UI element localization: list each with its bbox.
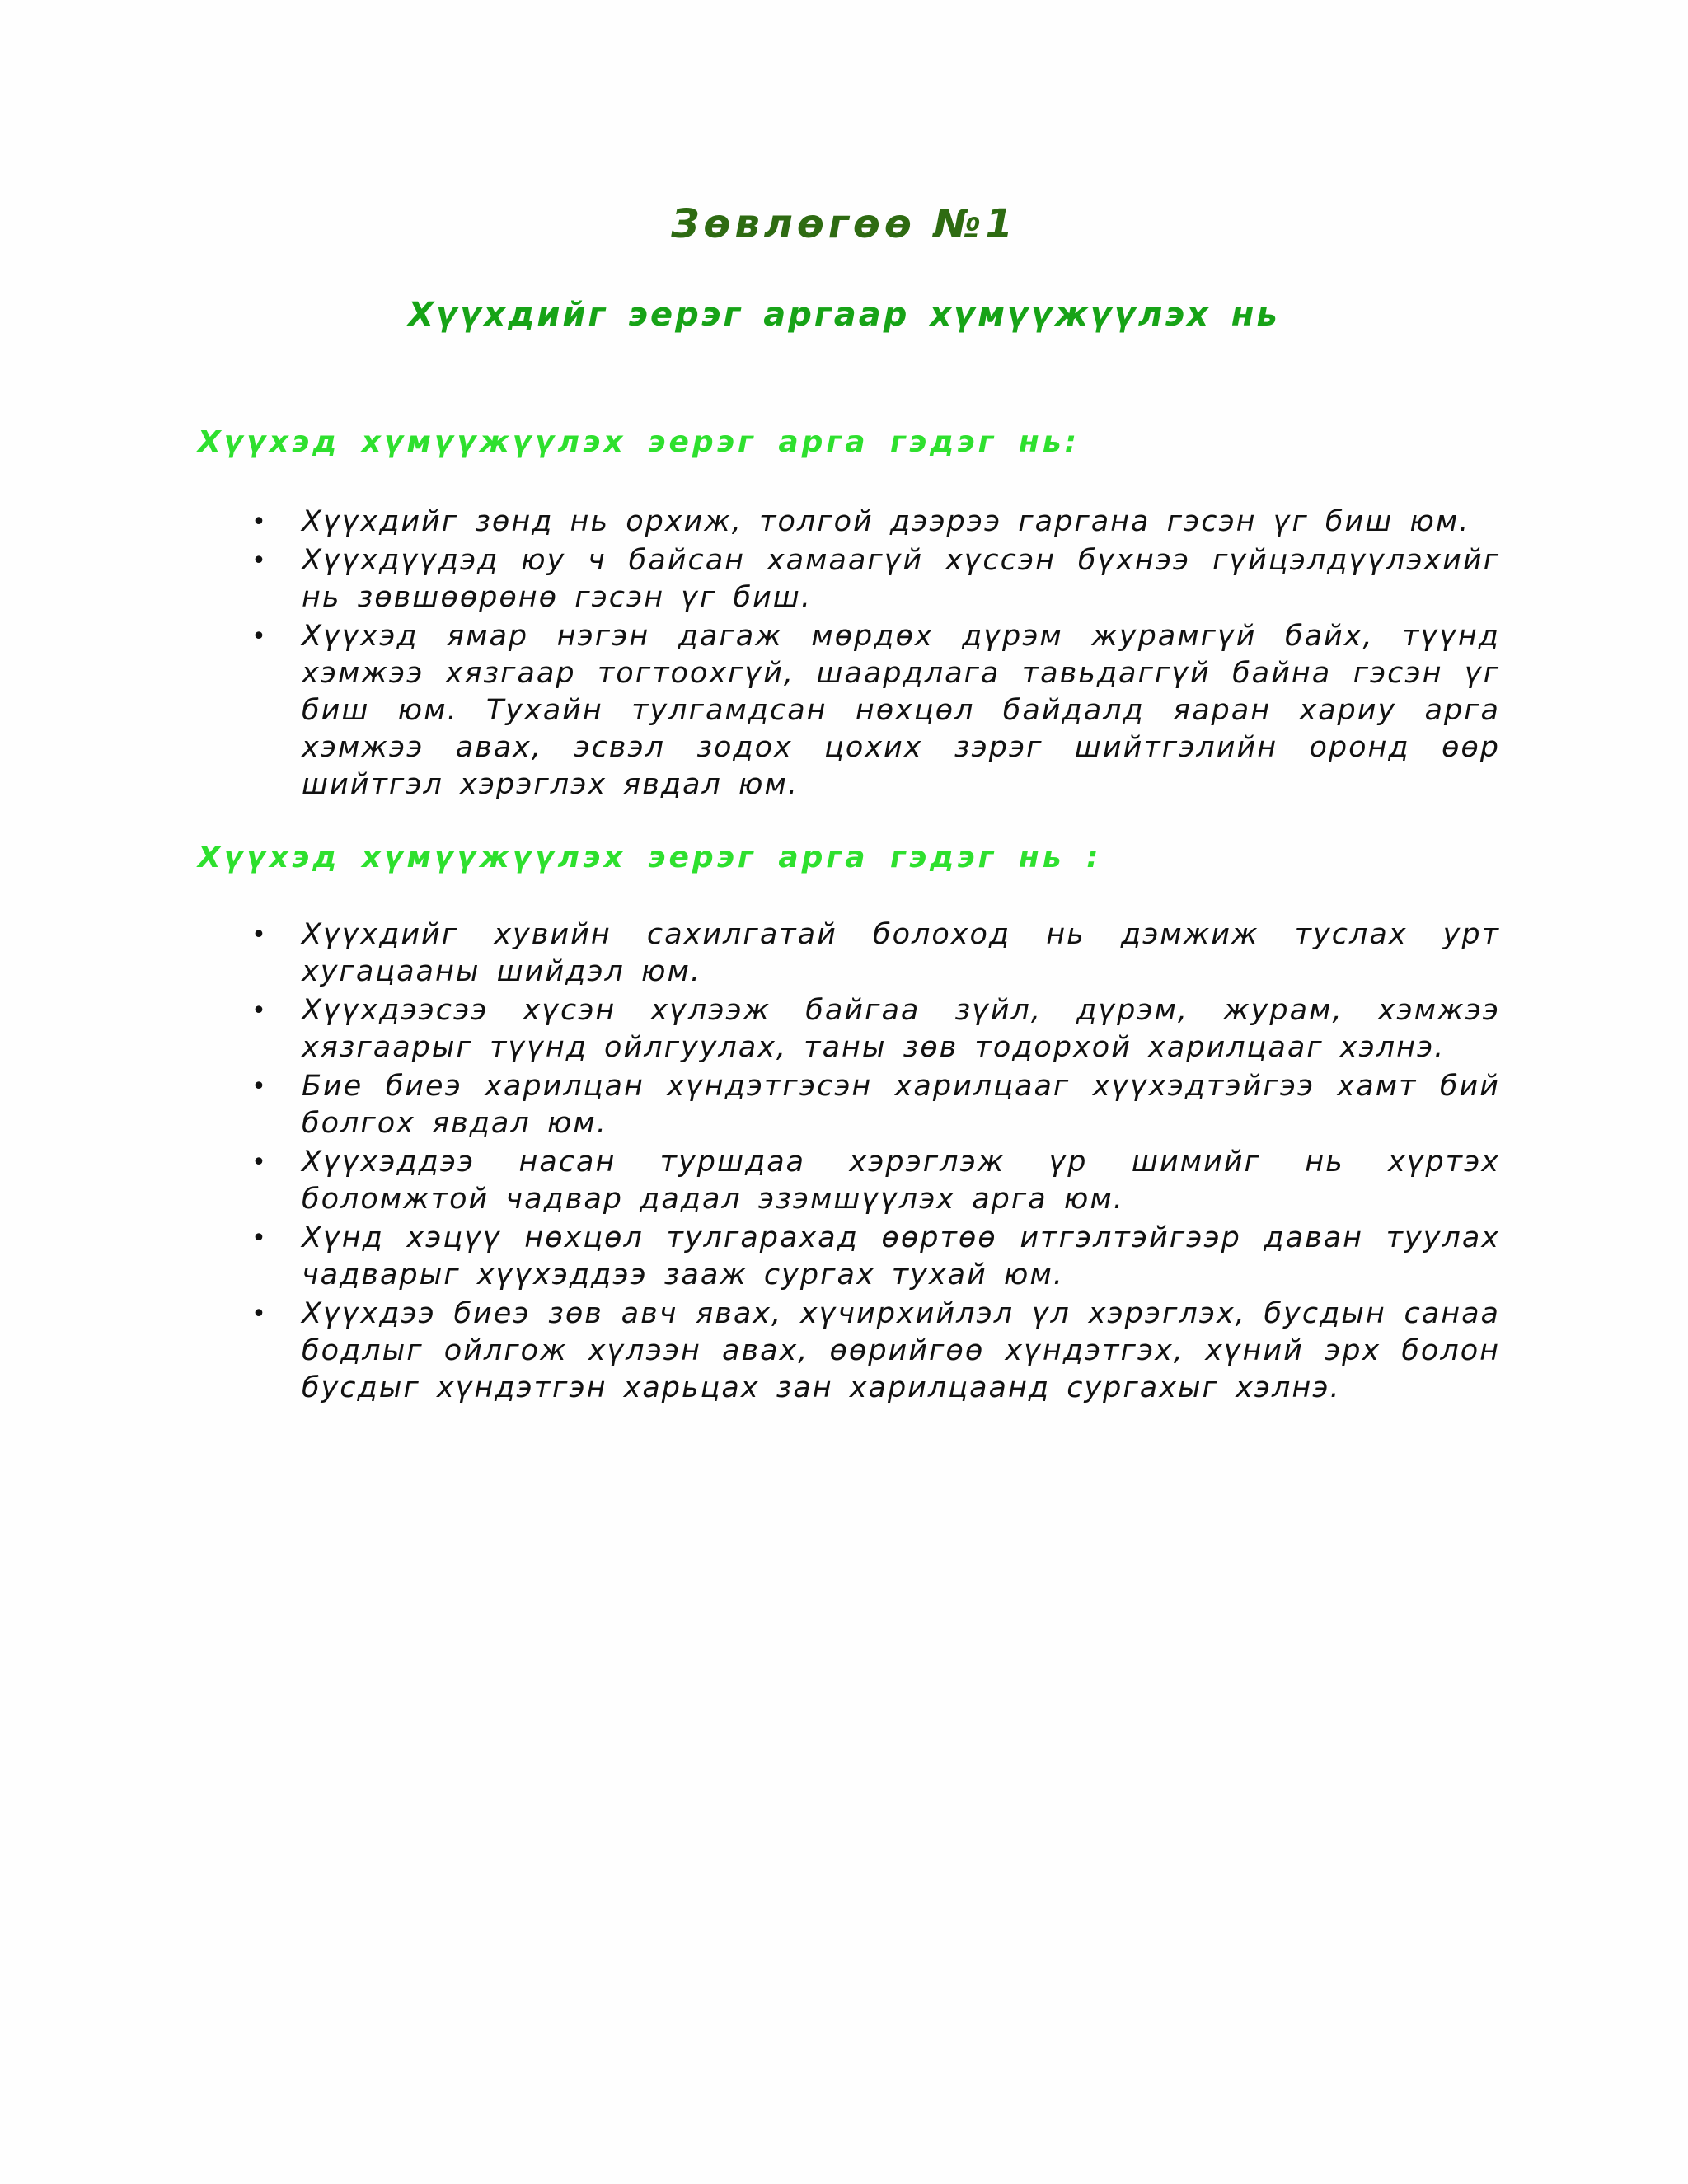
list-item [247,542,1500,616]
list-item-text: Хүүхдүүдэд юу ч байсан хамаагүй хүссэн бүхнээ гүйцэлдүүлэхийг нь зөвшөөрөнө гэсэн үг биш. [302,544,1500,614]
list-item-text: Хүүхдээ биеэ зөв авч явах, хүчирхийлэл үл хэрэглэх, бусдын санаа бодлыг ойлгож хүлээн авах, өөрийгөө хүндэтгэх, хүний эрх болон бусдыг хүндэтгэн харьцах зан харилцаанд сургахыг хэлнэ. [302,1297,1500,1404]
bullet-dot-icon: • [251,1300,268,1329]
section-heading-2: Хүүхэд хүмүүжүүлэх эерэг арга гэдэг нь : [198,841,1102,874]
bullet-dot-icon: • [251,1224,268,1253]
bullet-list-2 [247,916,1500,1408]
bullet-dot-icon: • [251,996,268,1025]
list-item-text: Хүүхдийг зөнд нь орхиж, толгой дээрээ гаргана гэсэн үг биш юм. [302,505,1470,538]
list-item [247,1068,1500,1142]
list-item [247,1296,1500,1407]
list-item [247,618,1500,804]
list-item-text: Хүүхдээсээ хүсэн хүлээж байгаа зүйл, дүрэм, журам, хэмжээ хязгаарыг түүнд ойлгуулах, таны зөв тодорхой харилцааг хэлнэ. [302,994,1500,1064]
bullet-dot-icon: • [251,622,268,651]
list-item [247,992,1500,1066]
bullet-dot-icon: • [251,508,268,537]
list-item-text: Хүүхэд ямар нэгэн дагаж мөрдөх дүрэм журамгүй байх, түүнд хэмжээ хязгаар тогтоохгүй, шаардлага тавьдаггүй байна гэсэн үг биш юм. Тухайн тулгамдсан нөхцөл байдалд яаран хариу арга хэмжээ авах, эсвэл зодох цохих зэрэг шийтгэлийн оронд өөр шийтгэл хэрэглэх явдал юм. [302,620,1500,801]
bullet-dot-icon: • [251,1072,268,1101]
section-heading-1: Хүүхэд хүмүүжүүлэх эерэг арга гэдэг нь: [198,425,1080,459]
list-item-text: Хүүхдийг хувийн сахилгатай болоход нь дэмжиж туслах урт хугацааны шийдэл юм. [302,918,1500,988]
document-title: Зөвлөгөө №1 [671,201,1017,247]
list-item [247,916,1500,991]
bullet-dot-icon: • [251,921,268,949]
bullet-dot-icon: • [251,546,268,575]
list-item [247,504,1500,541]
bullet-list-1 [247,504,1500,805]
list-item-text: Бие биеэ харилцан хүндэтгэсэн харилцааг хүүхэдтэйгээ хамт бий болгох явдал юм. [302,1070,1500,1140]
list-item-text: Хүүхэддээ насан туршдаа хэрэглэж үр шимийг нь хүртэх боломжтой чадвар дадал эзэмшүүлэх арга юм. [302,1146,1500,1216]
list-item-text: Хүнд хэцүү нөхцөл тулгарахад өөртөө итгэлтэйгээр даван туулах чадварыг хүүхэддээ зааж сургах тухай юм. [302,1221,1500,1291]
bullet-dot-icon: • [251,1148,268,1177]
document-subtitle: Хүүхдийг эерэг аргаар хүмүүжүүлэх нь [408,296,1280,334]
list-item [247,1220,1500,1294]
list-item [247,1144,1500,1218]
